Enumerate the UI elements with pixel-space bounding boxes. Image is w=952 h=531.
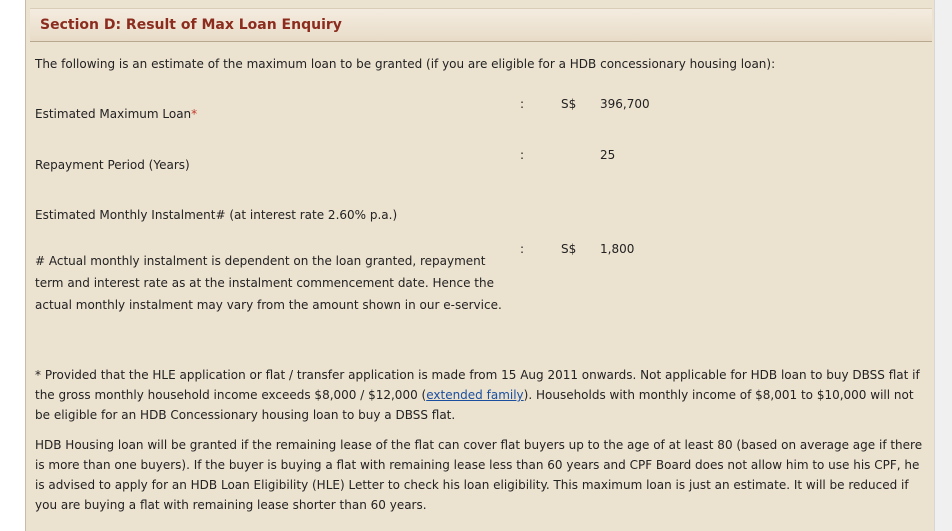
repayment-period-colon: : [520, 148, 525, 162]
vertical-scrollbar[interactable] [934, 0, 952, 531]
max-loan-label: Estimated Maximum Loan* [35, 107, 198, 121]
max-loan-value: 396,700 [600, 97, 650, 111]
repayment-period-value: 25 [600, 148, 616, 162]
monthly-instalment-value: 1,800 [600, 242, 635, 256]
intro-text: The following is an estimate of the maximum loan to be granted (if you are eligible for a HDB concessionary housing loan): [35, 57, 776, 71]
monthly-instalment-currency: S$ [561, 242, 577, 256]
required-marker: * [191, 107, 198, 121]
instalment-note: # Actual monthly instalment is dependent on the loan granted, repayment term and interest rate as at the instalment commencement date. Hence the actual monthly instalment may vary from the amount shown in our e-service. [35, 254, 502, 312]
repayment-period-label: Repayment Period (Years) [35, 158, 190, 172]
max-loan-currency: S$ [561, 97, 577, 111]
footnote-eligibility: * Provided that the HLE application or flat / transfer application is made from 15 Aug 2011 onwards. Not applicable for HDB loan to buy DBSS flat if the gross monthly household income exceeds $8,000 / $12,000 (extended family). Households with monthly income of $8,001 to $10,000 will not be eligible for an HDB Concessionary housing loan to buy a DBSS flat. [35, 368, 920, 422]
extended-family-link[interactable]: extended family [426, 388, 524, 402]
section-header [30, 8, 932, 42]
footnote-lease: HDB Housing loan will be granted if the remaining lease of the flat can cover flat buyers up to the age of at least 80 (based on average age if there is more than one buyers). If the buyer is buying a flat with remaining lease less than 60 years and CPF Board does not allow him to use his CPF, he is advised to apply for an HDB Loan Eligibility (HLE) Letter to check his loan eligibility. This maximum loan is just an estimate. It will be reduced if you are buying a flat with remaining lease shorter than 60 years. [35, 438, 923, 512]
monthly-instalment-label: Estimated Monthly Instalment# (at interest rate 2.60% p.a.) [35, 208, 398, 222]
monthly-instalment-colon: : [520, 242, 525, 256]
section-title: Section D: Result of Max Loan Enquiry [40, 17, 342, 33]
max-loan-colon: : [520, 97, 525, 111]
